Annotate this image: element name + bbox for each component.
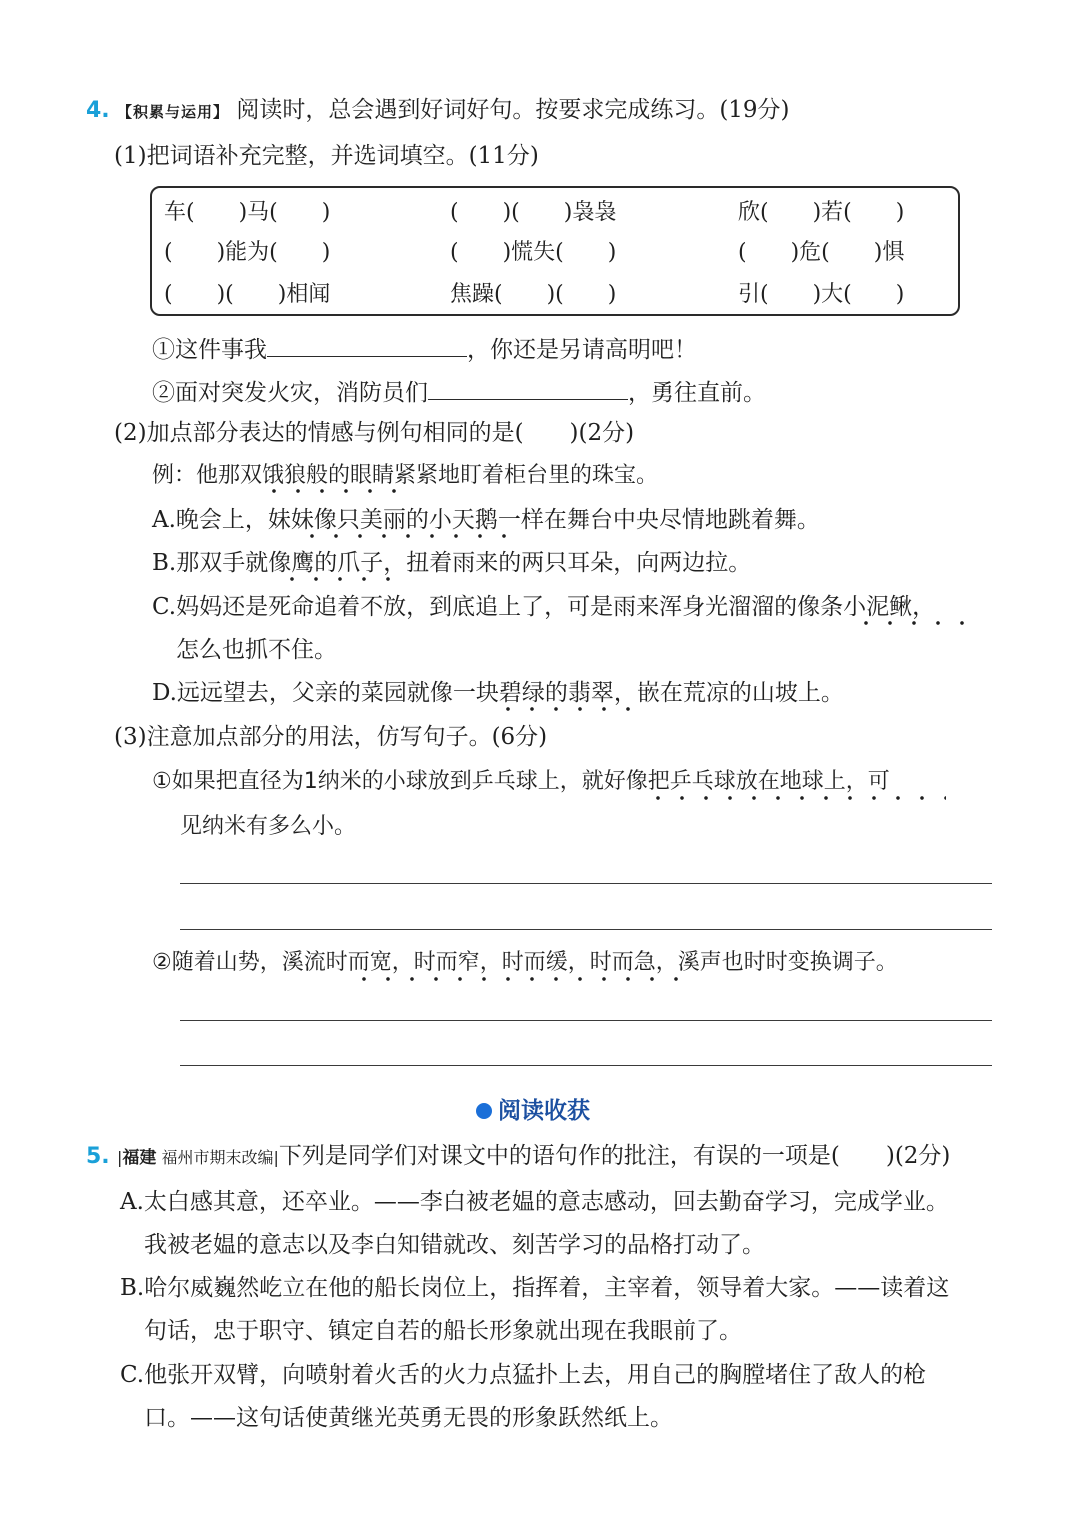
q5-option-c-line1: C.他张开双臂，向喷射着火舌的火力点猛扑上去，用自己的胸膛堵住了敌人的枪	[120, 1362, 927, 1388]
emphasis-dots	[300, 533, 526, 539]
question-number: 5.	[86, 1144, 110, 1169]
q5-option-b-line1: B.哈尔威巍然屹立在他的船长岗位上，指挥着，主宰着，领导着大家。——读着这	[120, 1275, 950, 1301]
emphasis-dots	[262, 488, 406, 494]
word-cell: 引( )大( )	[738, 282, 905, 307]
answer-line[interactable]	[180, 1020, 992, 1021]
region-source: 福州市期末改编	[161, 1148, 274, 1167]
imitate-sentence-1-line1: ①如果把直径为1纳米的小球放到乒乓球上，就好像把乒乓球放在地球上，可	[152, 769, 890, 794]
answer-line[interactable]	[180, 883, 992, 884]
word-cell: ( )危( )惧	[738, 240, 905, 265]
bullet-icon	[476, 1103, 492, 1119]
part3-prompt: (3)注意加点部分的用法，仿写句子。(6分)	[114, 724, 548, 750]
question-prompt: 阅读时，总会遇到好词好句。按要求完成练习。(19分)	[236, 97, 790, 123]
word-cell: 车( )马( )	[164, 200, 331, 225]
word-cell: 焦躁( )( )	[450, 282, 617, 307]
answer-blank[interactable]	[428, 375, 628, 400]
fill-text: ，你还是另请高明吧！	[467, 337, 697, 363]
answer-blank[interactable]	[267, 332, 467, 357]
emphasis-dots	[646, 795, 946, 801]
part2-prompt: (2)加点部分表达的情感与例句相同的是( )(2分)	[114, 420, 635, 446]
word-cell: ( )( )相闻	[164, 282, 331, 307]
region-label: |福建 福州市期末改编|	[116, 1148, 279, 1168]
emphasis-dots	[352, 976, 692, 982]
section-heading	[476, 1092, 590, 1125]
fill-text: ②面对突发火灾，消防员们	[152, 380, 428, 406]
word-cell: 欣( )若( )	[738, 200, 905, 225]
word-cell: ( )( )袅袅	[450, 200, 617, 225]
emphasis-dots	[496, 706, 648, 712]
imitate-sentence-1-line2: 见纳米有多么小。	[180, 814, 357, 839]
fill-sentence-1	[152, 332, 697, 365]
example-sentence: 例：他那双饿狼般的眼睛紧紧地盯着柜台里的珠宝。	[152, 463, 659, 488]
question-number: 4.	[86, 98, 110, 123]
fill-text: ①这件事我	[152, 337, 267, 363]
question-tag: 【积累与运用】	[116, 103, 229, 121]
answer-line[interactable]	[180, 929, 992, 930]
emphasis-dots	[854, 620, 978, 626]
imitate-sentence-2: ②随着山势，溪流时而宽，时而窄，时而缓，时而急，溪声也时时变换调子。	[152, 950, 898, 975]
section-title: 阅读收获	[498, 1098, 590, 1124]
q5-option-a-line1: A.太白感其意，还卒业。——李白被老媪的意志感动，回去勤奋学习，完成学业。	[120, 1189, 949, 1215]
option-a: A.晚会上，妹妹像只美丽的小天鹅一样在舞台中央尽情地跳着舞。	[152, 507, 820, 533]
q5-option-a-line2: 我被老媪的意志以及李白知错就改、刻苦学习的品格打动了。	[144, 1232, 765, 1258]
emphasis-dots	[280, 576, 404, 582]
part1-prompt: (1)把词语补充完整，并选词填空。(11分)	[114, 143, 539, 169]
word-cell: ( )慌失( )	[450, 240, 617, 265]
option-c-line2: 怎么也抓不住。	[176, 637, 337, 663]
option-b: B.那双手就像鹰的爪子，扭着雨来的两只耳朵，向两边拉。	[152, 550, 752, 576]
region-province: 福建	[122, 1148, 157, 1168]
answer-line[interactable]	[180, 1065, 992, 1066]
fill-text: ，勇往直前。	[628, 380, 766, 406]
question-5-header	[86, 1141, 950, 1173]
q5-option-b-line2: 句话，忠于职守、镇定自若的船长形象就出现在我眼前了。	[144, 1318, 742, 1344]
option-d: D.远远望去，父亲的菜园就像一块碧绿的翡翠，嵌在荒凉的山坡上。	[152, 680, 844, 706]
option-c-line1: C.妈妈还是死命追着不放，到底追上了，可是雨来浑身光溜溜的像条小泥鳅，	[152, 594, 936, 620]
question-prompt: 下列是同学们对课文中的语句作的批注，有误的一项是( )(2分)	[278, 1143, 951, 1169]
q5-option-c-line2: 口。——这句话使黄继光英勇无畏的形象跃然纸上。	[144, 1405, 673, 1431]
word-cell: ( )能为( )	[164, 240, 331, 265]
word-box	[150, 186, 960, 316]
fill-sentence-2	[152, 375, 766, 408]
question-4-header	[86, 95, 790, 127]
